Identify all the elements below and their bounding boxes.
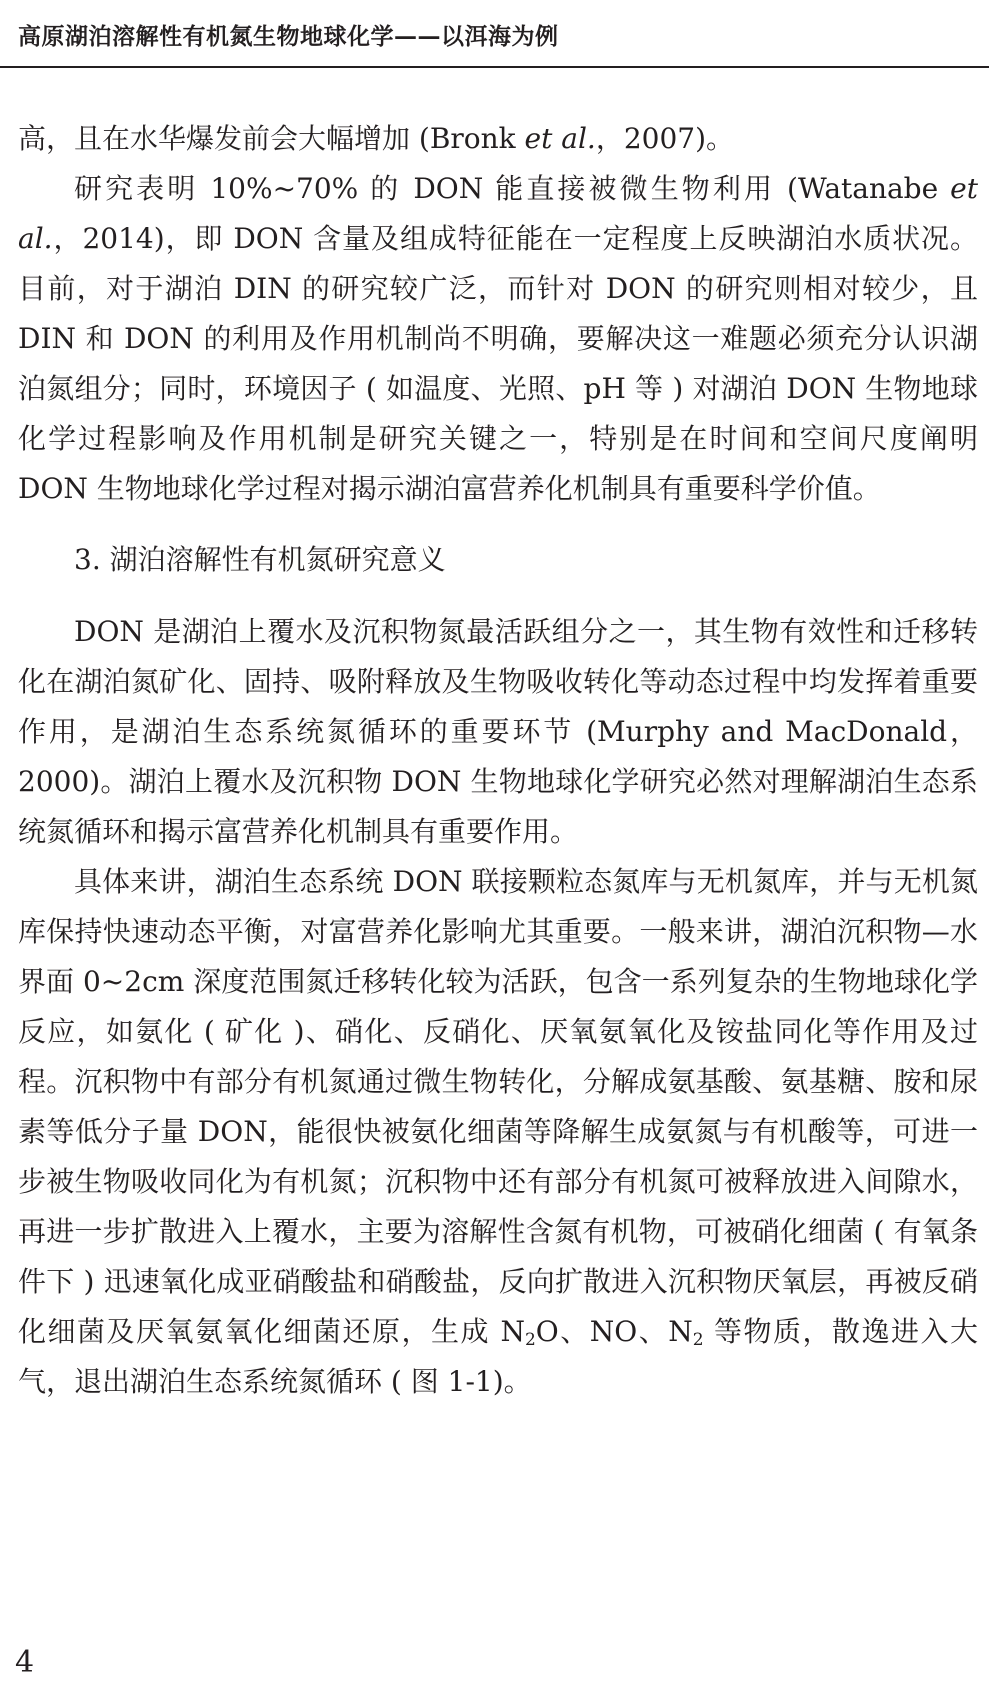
text-segment: 等物质，散逸进入大气，退出湖泊生态系统氮循环 ( 图 1-1)。 xyxy=(18,1315,978,1398)
text-segment: DON 是湖泊上覆水及沉积物氮最活跃组分之一，其生物有效性和迁移转化在湖泊氮矿化、固持、吸附释放及生物吸收转化等动态过程中均发挥着重要作用，是湖泊生态系统氮循环的重要环节 (Murphy and MacDonald，2000)。湖泊上覆水及沉积物 DON 生物地球化学研究必然对理解湖泊生态系统氮循环和揭示富营养化机制具有重要作用。 xyxy=(18,615,978,848)
text-segment: 3. 湖泊溶解性有机氮研究意义 xyxy=(74,543,446,576)
text-segment: ，2007)。 xyxy=(595,122,735,155)
text-segment: 具体来讲，湖泊生态系统 DON 联接颗粒态氮库与无机氮库，并与无机氮库保持快速动态平衡，对富营养化影响尤其重要。一般来讲，湖泊沉积物—水界面 0~2cm 深度范围氮迁移转化较为活跃，包含一系列复杂的生物地球化学反应，如氨化 ( 矿化 )、硝化、反硝化、厌氧氨氧化及铵盐同化等作用及过程。沉积物中有部分有机氮通过微生物转化，分解成氨基酸、氨基糖、胺和尿素等低分子量 DON，能很快被氨化细菌等降解生成氨氮与有机酸等，可进一步被生物吸收同化为有机氮；沉积物中还有部分有机氮可被释放进入间隙水，再进一步扩散进入上覆水，主要为溶解性含氮有机物，可被硝化细菌 ( 有氧条件下 ) 迅速氧化成亚硝酸盐和硝酸盐，反向扩散进入沉积物厌氧层，再被反硝化细菌及厌氧氨氧化细菌还原，生成 N xyxy=(18,865,978,1348)
paragraph-don-mechanism xyxy=(18,857,978,1407)
text-segment: et al. xyxy=(524,122,596,155)
section-heading xyxy=(18,535,978,585)
text-segment: 高，且在水华爆发前会大幅增加 (Bronk xyxy=(18,122,525,155)
paragraph-don-utilization xyxy=(18,164,978,514)
text-segment: O、NO、N xyxy=(535,1315,693,1348)
text-segment: 2 xyxy=(692,1330,704,1350)
text-segment: et al. xyxy=(18,172,978,255)
header-rule xyxy=(0,66,989,68)
paragraph-don-significance xyxy=(18,607,978,857)
text-segment: ，2014)，即 DON 含量及组成特征能在一定程度上反映湖泊水质状况。目前，对于湖泊 DIN 的研究较广泛，而针对 DON 的研究则相对较少，且 DIN 和 DON 的利用及作用机制尚不明确，要解决这一难题必须充分认识湖泊氮组分；同时，环境因子 ( 如温度、光照、pH 等 ) 对湖泊 DON 生物地球化学过程影响及作用机制是研究关键之一，特别是在时间和空间尺度阐明 DON 生物地球化学过程对揭示湖泊富营养化机制具有重要科学价值。 xyxy=(18,222,978,505)
body-text xyxy=(18,114,978,1407)
paragraph-continuation xyxy=(18,114,978,164)
text-segment: 2 xyxy=(524,1330,536,1350)
page-number: 4 xyxy=(15,1645,35,1680)
running-head-title: 高原湖泊溶解性有机氮生物地球化学——以洱海为例 xyxy=(18,23,559,50)
text-segment: 研究表明 10%~70% 的 DON 能直接被微生物利用 (Watanabe xyxy=(74,172,951,205)
